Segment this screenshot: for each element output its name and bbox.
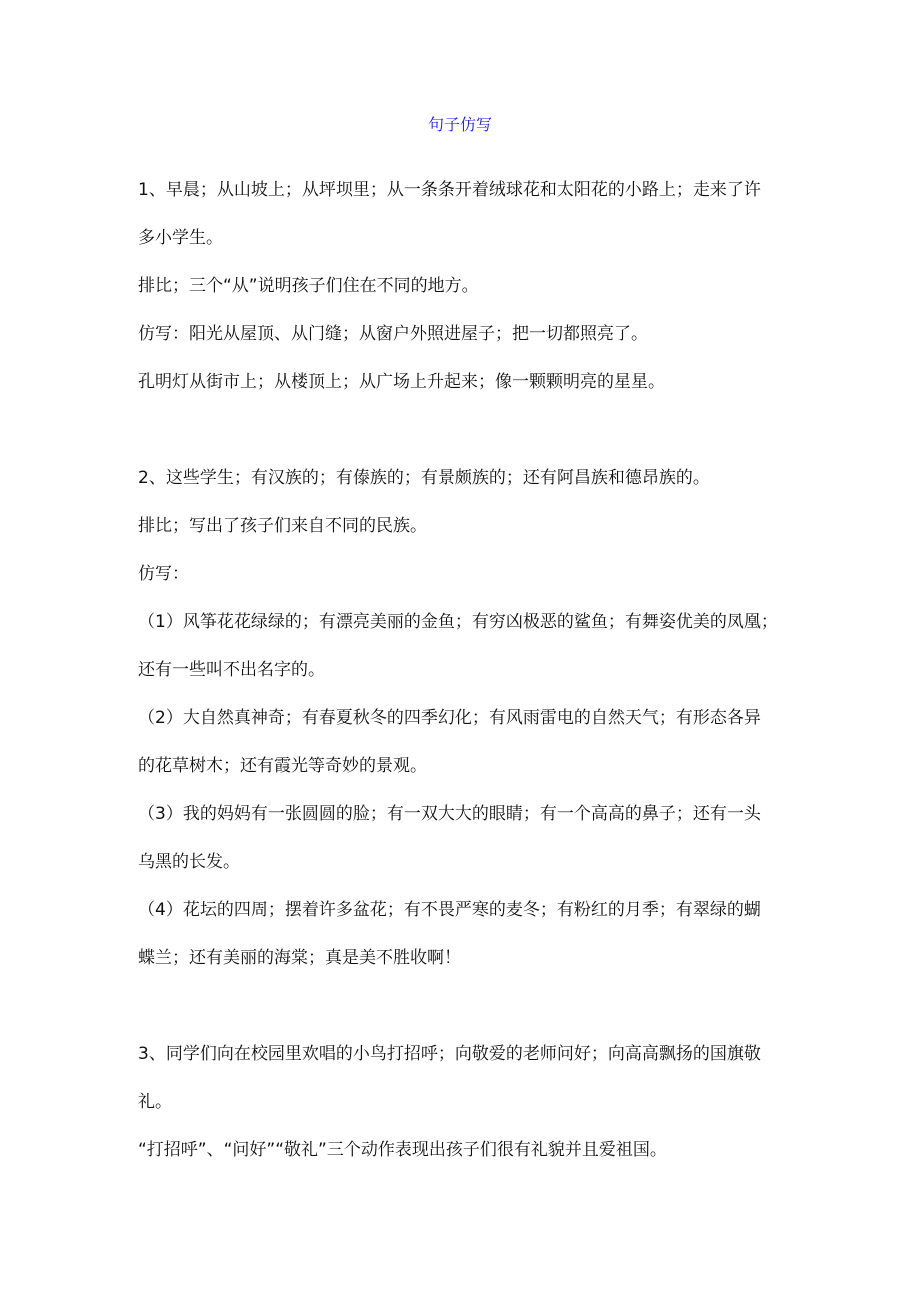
text-line: 仿写：阳光从屋顶、从门缝；从窗户外照进屋子；把一切都照亮了。 <box>138 324 648 344</box>
document-body <box>138 172 788 1180</box>
text-line: 的花草树木；还有霞光等奇妙的景观。 <box>138 756 427 776</box>
blank-line <box>138 988 788 1036</box>
text-line: （2）大自然真神奇；有春夏秋冬的四季幻化；有风雨雷电的自然天气；有形态各异 <box>138 708 761 728</box>
text-line: 1、早晨；从山坡上；从坪坝里；从一条条开着绒球花和太阳花的小路上；走来了许 <box>138 180 761 200</box>
text-line: “打招呼”、“问好”“敬礼”三个动作表现出孩子们很有礼貌并且爱祖国。 <box>138 1140 667 1160</box>
text-line: （4）花坛的四周；摆着许多盆花；有不畏严寒的麦冬；有粉红的月季；有翠绿的蝴 <box>138 900 761 920</box>
text-line: （3）我的妈妈有一张圆圆的脸；有一双大大的眼睛；有一个高高的鼻子；还有一头 <box>138 804 761 824</box>
text-line: 礼。 <box>138 1092 172 1112</box>
section-3 <box>138 1036 788 1180</box>
section-2 <box>138 460 788 988</box>
text-line: 多小学生。 <box>138 228 223 248</box>
text-line: 仿写： <box>138 564 189 584</box>
text-line: 还有一些叫不出名字的。 <box>138 660 325 680</box>
blank-line <box>138 412 788 460</box>
document-title: 句子仿写 <box>427 115 492 134</box>
text-line: 排比；写出了孩子们来自不同的民族。 <box>138 516 427 536</box>
text-line: 2、这些学生；有汉族的；有傣族的；有景颇族的；还有阿昌族和德昂族的。 <box>138 468 710 488</box>
text-line: 乌黑的长发。 <box>138 852 240 872</box>
text-line: 蝶兰；还有美丽的海棠；真是美不胜收啊！ <box>138 948 461 968</box>
text-line: 排比；三个“从”说明孩子们住在不同的地方。 <box>138 276 479 296</box>
text-line: （1）风筝花花绿绿的；有漂亮美丽的金鱼；有穷凶极恶的鲨鱼；有舞姿优美的凤凰； <box>138 612 778 632</box>
text-line: 孔明灯从街市上；从楼顶上；从广场上升起来；像一颗颗明亮的星星。 <box>138 372 665 392</box>
section-1 <box>138 172 788 412</box>
text-line: 3、同学们向在校园里欢唱的小鸟打招呼；向敬爱的老师问好；向高高飘扬的国旗敬 <box>138 1044 761 1064</box>
